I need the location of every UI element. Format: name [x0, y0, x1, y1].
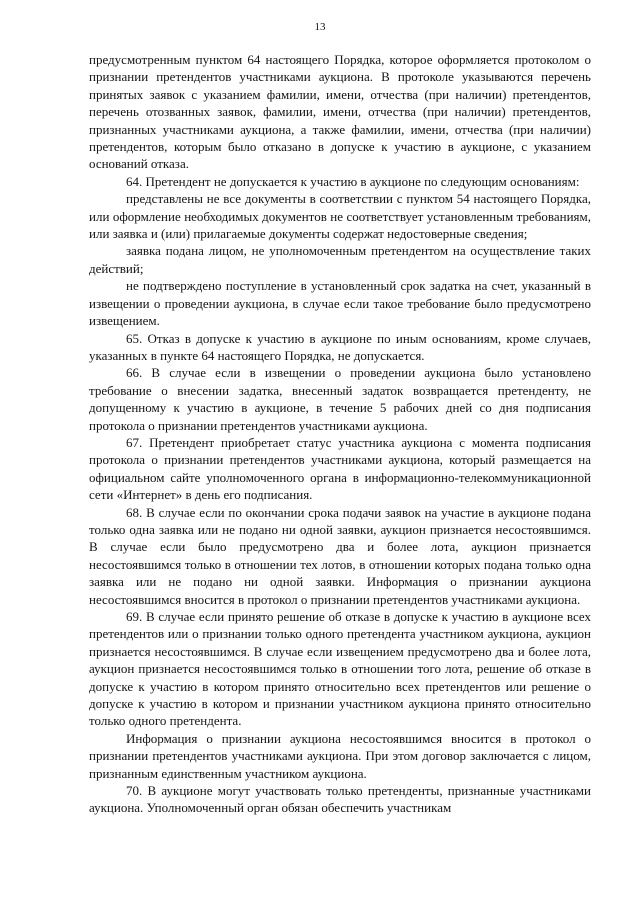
paragraph-item-69: 69. В случае если принято решение об отказе в допуске к участию в аукционе всех претендентов или о признании только одного претендента участником аукциона, аукцион признается несостоявшимся. В случае если извещением предусмотрено два и более лота, аукцион признается несостоявшимся только в отношении того лота, решение об отказе в допуске к участию в котором принято относительно всех претендентов или решение о допуске к участию в котором и признании участником аукциона принято относительно только одного претендента. — [89, 609, 591, 729]
paragraph-continuation: предусмотренным пунктом 64 настоящего Порядка, которое оформляется протоколом о признании претендентов участниками аукциона. В протоколе указываются перечень принятых заявок с указанием фамилии, имени, отчества (при наличии) претендентов, перечень отозванных заявок, фамилии, имени, отчества (при наличии) претендентов, признанных участниками аукциона, а также фамилии, имени, отчества (при наличии) претендентов, которым было отказано в допуске к участию в аукционе, с указанием оснований отказа. — [89, 52, 591, 172]
page-number: 13 — [314, 21, 326, 33]
paragraph-item-64-ground-1: представлены не все документы в соответствии с пунктом 54 настоящего Порядка, или оформление необходимых документов не соответствует установленным требованиям, или заявка и (или) прилагаемые документы содержат недостоверные сведения; — [89, 191, 591, 242]
paragraph-item-64-ground-3: не подтверждено поступление в установленный срок задатка на счет, указанный в извещении о проведении аукциона, в случае если такое требование было предусмотрено извещением. — [89, 278, 591, 329]
paragraph-item-67: 67. Претендент приобретает статус участника аукциона с момента подписания протокола о признании претендентов участниками аукциона, который размещается на официальном сайте уполномоченного органа в информационно-телекоммуникационной сети «Интернет» в день его подписания. — [89, 434, 591, 503]
paragraph-item-69-note: Информация о признании аукциона несостоявшимся вносится в протокол о признании претендентов участниками аукциона. При этом договор заключается с лицом, признанным единственным участником аукциона. — [89, 730, 591, 781]
paragraph-item-64-ground-2: заявка подана лицом, не уполномоченным претендентом на осуществление таких действий; — [89, 243, 591, 276]
paragraph-item-66: 66. В случае если в извещении о проведении аукциона было установлено требование о внесении задатка, внесенный задаток возвращается претенденту, не допущенному к участию в аукционе, в течение 5 рабочих дней со дня подписания протокола о признании претендентов участниками аукциона. — [89, 365, 591, 433]
paragraph-item-64: 64. Претендент не допускается к участию в аукционе по следующим основаниям: — [126, 173, 580, 189]
document-body — [89, 51, 591, 817]
paragraph-item-65: 65. Отказ в допуске к участию в аукционе по иным основаниям, кроме случаев, указанных в пункте 64 настоящего Порядка, не допускается. — [89, 330, 591, 363]
paragraph-item-68: 68. В случае если по окончании срока подачи заявок на участие в аукционе подана только одна заявка или не подано ни одной заявки, аукцион признается несостоявшимся. В случае если было предусмотрено два и более лота, аукцион признается несостоявшимся только в отношении тех лотов, в отношении которых подана только одна заявка или не подано ни одной заявки. Информация о признании аукциона несостоявшимся вносится в протокол о признании претендентов участниками аукциона. — [89, 504, 591, 607]
paragraph-item-70: 70. В аукционе могут участвовать только претенденты, признанные участниками аукциона. Уполномоченный орган обязан обеспечить участникам — [89, 783, 591, 816]
